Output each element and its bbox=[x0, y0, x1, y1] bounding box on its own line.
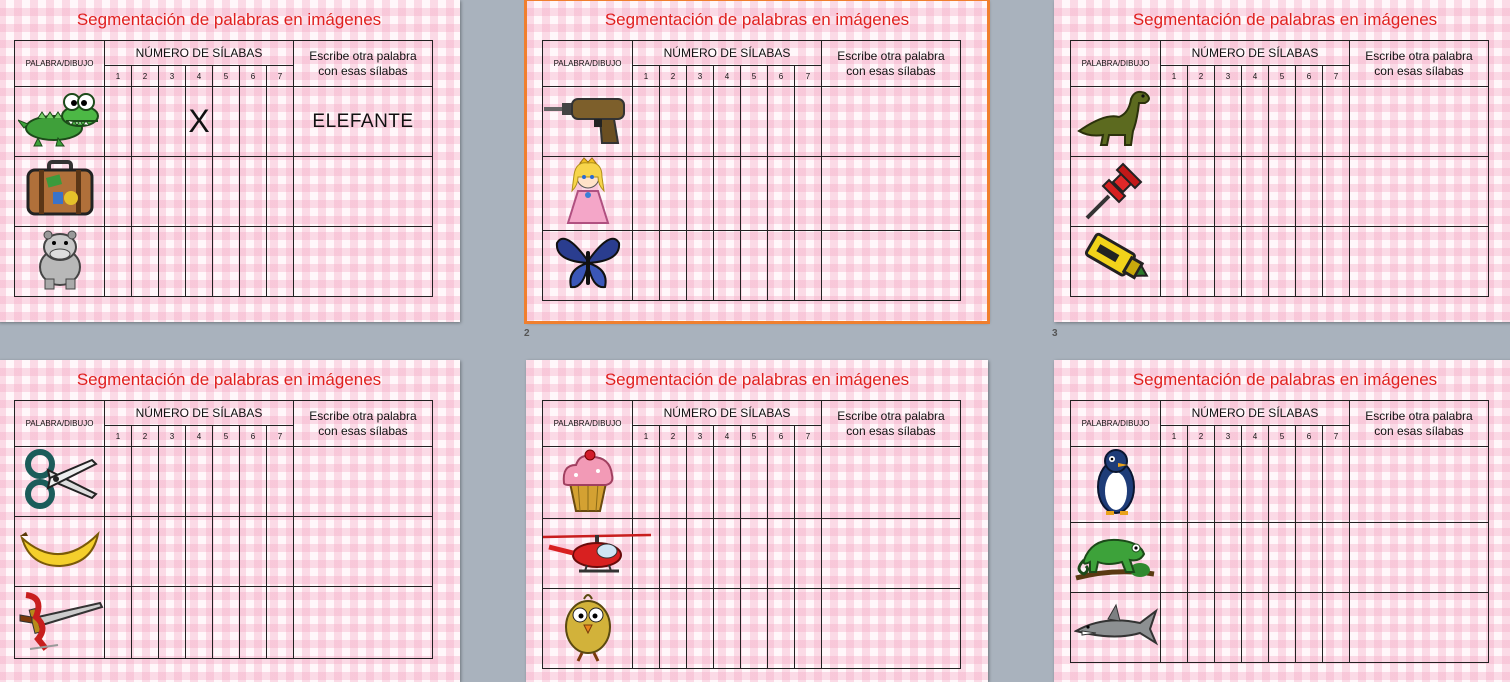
write-word-cell[interactable] bbox=[294, 517, 433, 587]
syllable-cell[interactable] bbox=[633, 87, 660, 157]
syllable-cell[interactable] bbox=[1188, 593, 1215, 663]
picture-cell bbox=[543, 231, 633, 301]
princess-icon bbox=[543, 157, 632, 230]
header-palabra-dibujo: PALABRA/DIBUJO bbox=[543, 401, 633, 447]
slide-title: Segmentación de palabras en imágenes bbox=[1132, 370, 1438, 389]
banana-icon bbox=[15, 526, 104, 577]
table-row bbox=[1071, 447, 1489, 523]
helicopter-icon bbox=[543, 525, 632, 582]
syllable-cell[interactable] bbox=[213, 157, 240, 227]
header-escribe-line-1: Escribe otra palabra bbox=[309, 408, 417, 423]
syllable-cell[interactable] bbox=[159, 227, 186, 297]
table-row bbox=[1071, 87, 1489, 157]
dinosaur-icon bbox=[1071, 87, 1160, 156]
syllable-cell[interactable] bbox=[687, 157, 714, 231]
header-palabra-dibujo: PALABRA/DIBUJO bbox=[1071, 41, 1161, 87]
syllable-cell[interactable] bbox=[633, 589, 660, 669]
syllable-cell[interactable] bbox=[1269, 87, 1296, 157]
syllable-number-1: 1 bbox=[1161, 66, 1188, 87]
syllable-cell[interactable] bbox=[1161, 227, 1188, 297]
slide-title: Segmentación de palabras en imágenes bbox=[604, 10, 910, 29]
syllable-cell[interactable] bbox=[714, 589, 741, 669]
header-escribe-otra-palabra bbox=[822, 401, 961, 447]
syllable-cell[interactable] bbox=[213, 87, 240, 157]
picture-cell bbox=[1071, 523, 1161, 593]
header-escribe-line-2: con esas sílabas bbox=[846, 63, 936, 78]
shark-icon bbox=[1071, 603, 1160, 652]
syllable-cell[interactable] bbox=[213, 587, 240, 659]
syllable-number-1: 1 bbox=[633, 66, 660, 87]
syllable-number-6: 6 bbox=[768, 66, 795, 87]
picture-cell bbox=[1071, 157, 1161, 227]
syllable-cell[interactable] bbox=[1215, 227, 1242, 297]
syllable-cell[interactable] bbox=[768, 589, 795, 669]
syllable-cell[interactable] bbox=[105, 157, 132, 227]
syllable-cell[interactable] bbox=[1161, 523, 1188, 593]
syllable-number-5: 5 bbox=[1269, 426, 1296, 447]
syllable-cell[interactable] bbox=[159, 517, 186, 587]
syllable-cell[interactable] bbox=[633, 157, 660, 231]
syllable-cell[interactable] bbox=[186, 447, 213, 517]
syllable-number-3: 3 bbox=[159, 426, 186, 447]
syllable-cell[interactable] bbox=[159, 587, 186, 659]
table-row bbox=[543, 519, 961, 589]
pushpin-icon bbox=[1071, 158, 1160, 225]
syllable-cell[interactable] bbox=[240, 587, 267, 659]
syllable-cell[interactable] bbox=[768, 87, 795, 157]
table-row bbox=[15, 227, 433, 297]
syllable-number-7: 7 bbox=[795, 66, 822, 87]
syllable-cell[interactable] bbox=[1215, 447, 1242, 523]
syllable-cell[interactable] bbox=[795, 87, 822, 157]
syllable-cell[interactable] bbox=[132, 447, 159, 517]
header-escribe-line-1: Escribe otra palabra bbox=[837, 408, 945, 423]
syllable-number-6: 6 bbox=[1296, 426, 1323, 447]
table-row bbox=[1071, 593, 1489, 663]
write-word-cell[interactable] bbox=[294, 227, 433, 297]
chick-icon bbox=[543, 589, 632, 668]
syllable-number-4: 4 bbox=[186, 66, 213, 87]
write-word-cell[interactable] bbox=[294, 157, 433, 227]
table-row bbox=[543, 447, 961, 519]
syllable-cell[interactable] bbox=[660, 589, 687, 669]
slide-thumbnail-3[interactable] bbox=[1054, 0, 1510, 322]
picture-cell bbox=[1071, 447, 1161, 523]
syllable-cell[interactable] bbox=[267, 157, 294, 227]
slide-thumbnail-5[interactable] bbox=[526, 360, 988, 682]
syllable-cell[interactable] bbox=[714, 447, 741, 519]
syllable-cell[interactable] bbox=[1188, 87, 1215, 157]
header-escribe-line-1: Escribe otra palabra bbox=[1365, 48, 1473, 63]
syllable-cell[interactable] bbox=[1242, 523, 1269, 593]
write-word-cell[interactable] bbox=[1350, 227, 1489, 297]
syllable-cell[interactable] bbox=[1242, 87, 1269, 157]
syllable-cell[interactable] bbox=[1188, 227, 1215, 297]
syllable-cell[interactable] bbox=[660, 447, 687, 519]
syllable-cell[interactable] bbox=[105, 447, 132, 517]
butterfly-icon bbox=[543, 233, 632, 298]
table-row bbox=[543, 589, 961, 669]
syllable-cell[interactable] bbox=[660, 157, 687, 231]
write-word-cell[interactable] bbox=[822, 589, 961, 669]
header-numero-silabas: NÚMERO DE SÍLABAS bbox=[1161, 401, 1350, 426]
chameleon-icon bbox=[1071, 526, 1160, 589]
syllable-cell[interactable] bbox=[267, 447, 294, 517]
header-escribe-otra-palabra bbox=[294, 401, 433, 447]
syllable-cell[interactable] bbox=[633, 231, 660, 301]
syllable-cell[interactable] bbox=[267, 517, 294, 587]
syllable-cell[interactable] bbox=[1269, 593, 1296, 663]
syllable-cell[interactable] bbox=[741, 87, 768, 157]
syllable-cell[interactable] bbox=[105, 517, 132, 587]
syllable-cell[interactable] bbox=[1242, 447, 1269, 523]
header-escribe-otra-palabra bbox=[1350, 401, 1489, 447]
syllable-number-4: 4 bbox=[1242, 66, 1269, 87]
syllable-cell[interactable] bbox=[1323, 157, 1350, 227]
write-word-cell[interactable] bbox=[822, 157, 961, 231]
picture-cell bbox=[543, 447, 633, 519]
syllable-cell[interactable] bbox=[714, 231, 741, 301]
syllable-number-2: 2 bbox=[132, 66, 159, 87]
syllable-cell[interactable] bbox=[1323, 523, 1350, 593]
syllable-cell[interactable] bbox=[1242, 593, 1269, 663]
syllable-cell[interactable] bbox=[159, 157, 186, 227]
write-word-cell[interactable] bbox=[1350, 157, 1489, 227]
syllable-cell[interactable] bbox=[795, 519, 822, 589]
header-numero-silabas: NÚMERO DE SÍLABAS bbox=[105, 401, 294, 426]
slide-number-3: 3 bbox=[1052, 328, 1058, 339]
syllable-number-1: 1 bbox=[1161, 426, 1188, 447]
syllable-mark: X bbox=[188, 103, 210, 139]
syllable-cell[interactable] bbox=[1215, 87, 1242, 157]
drill-icon bbox=[543, 93, 632, 150]
syllable-cell[interactable] bbox=[1296, 87, 1323, 157]
suitcase-icon bbox=[15, 160, 104, 223]
syllable-cell[interactable] bbox=[186, 227, 213, 297]
syllable-cell[interactable] bbox=[132, 517, 159, 587]
syllable-cell[interactable] bbox=[768, 231, 795, 301]
syllable-cell[interactable] bbox=[633, 447, 660, 519]
syllable-cell[interactable] bbox=[1242, 157, 1269, 227]
picture-cell bbox=[543, 519, 633, 589]
syllable-number-3: 3 bbox=[1215, 426, 1242, 447]
syllable-cell[interactable] bbox=[768, 157, 795, 231]
syllable-number-5: 5 bbox=[213, 426, 240, 447]
syllable-cell[interactable] bbox=[132, 227, 159, 297]
syllable-number-2: 2 bbox=[132, 426, 159, 447]
example-word: ELEFANTE bbox=[312, 110, 414, 132]
picture-cell bbox=[1071, 227, 1161, 297]
table-row bbox=[543, 87, 961, 157]
syllable-number-6: 6 bbox=[1296, 66, 1323, 87]
syllable-cell[interactable] bbox=[186, 517, 213, 587]
syllable-table bbox=[542, 40, 961, 301]
syllable-cell[interactable] bbox=[660, 519, 687, 589]
picture-cell bbox=[15, 517, 105, 587]
syllable-cell[interactable] bbox=[795, 157, 822, 231]
syllable-cell[interactable] bbox=[1188, 523, 1215, 593]
picture-cell bbox=[543, 87, 633, 157]
syllable-cell[interactable] bbox=[795, 447, 822, 519]
syllable-cell[interactable] bbox=[1296, 523, 1323, 593]
syllable-cell[interactable] bbox=[105, 87, 132, 157]
syllable-cell[interactable] bbox=[186, 587, 213, 659]
syllable-number-5: 5 bbox=[1269, 66, 1296, 87]
slide-number-2: 2 bbox=[524, 328, 530, 339]
picture-cell bbox=[15, 587, 105, 659]
syllable-number-4: 4 bbox=[714, 66, 741, 87]
syllable-cell[interactable] bbox=[687, 447, 714, 519]
syllable-cell[interactable] bbox=[267, 587, 294, 659]
header-escribe-line-1: Escribe otra palabra bbox=[1365, 408, 1473, 423]
syllable-cell[interactable] bbox=[741, 519, 768, 589]
syllable-cell[interactable] bbox=[741, 447, 768, 519]
table-row bbox=[1071, 157, 1489, 227]
syllable-number-7: 7 bbox=[1323, 426, 1350, 447]
syllable-cell[interactable] bbox=[1188, 447, 1215, 523]
syllable-number-5: 5 bbox=[741, 66, 768, 87]
table-row bbox=[543, 157, 961, 231]
syllable-cell[interactable] bbox=[741, 589, 768, 669]
slide-title: Segmentación de palabras en imágenes bbox=[1132, 10, 1438, 29]
syllable-cell[interactable] bbox=[105, 587, 132, 659]
syllable-cell[interactable] bbox=[1323, 593, 1350, 663]
write-word-cell[interactable] bbox=[294, 87, 433, 157]
syllable-cell[interactable] bbox=[1188, 157, 1215, 227]
syllable-cell[interactable] bbox=[1215, 523, 1242, 593]
syllable-cell[interactable] bbox=[1161, 87, 1188, 157]
syllable-cell[interactable] bbox=[714, 87, 741, 157]
syllable-number-7: 7 bbox=[1323, 66, 1350, 87]
picture-cell bbox=[15, 157, 105, 227]
picture-cell bbox=[15, 447, 105, 517]
syllable-cell[interactable] bbox=[1215, 157, 1242, 227]
syllable-number-3: 3 bbox=[1215, 66, 1242, 87]
header-escribe-line-2: con esas sílabas bbox=[846, 423, 936, 438]
hippo-icon bbox=[15, 227, 104, 296]
syllable-cell[interactable] bbox=[1296, 447, 1323, 523]
syllable-number-7: 7 bbox=[795, 426, 822, 447]
header-escribe-otra-palabra bbox=[294, 41, 433, 87]
table-row bbox=[15, 157, 433, 227]
syllable-cell[interactable] bbox=[240, 157, 267, 227]
syllable-cell[interactable] bbox=[1161, 593, 1188, 663]
table-row bbox=[543, 231, 961, 301]
syllable-number-3: 3 bbox=[159, 66, 186, 87]
syllable-cell[interactable] bbox=[1242, 227, 1269, 297]
syllable-cell[interactable] bbox=[741, 231, 768, 301]
picture-cell bbox=[1071, 593, 1161, 663]
syllable-cell[interactable] bbox=[687, 231, 714, 301]
syllable-cell[interactable] bbox=[1161, 447, 1188, 523]
penguin-icon bbox=[1071, 447, 1160, 522]
syllable-cell[interactable] bbox=[1323, 87, 1350, 157]
syllable-cell[interactable] bbox=[132, 157, 159, 227]
write-word-cell[interactable] bbox=[1350, 523, 1489, 593]
syllable-cell[interactable] bbox=[795, 589, 822, 669]
syllable-cell[interactable] bbox=[660, 87, 687, 157]
syllable-cell[interactable] bbox=[768, 519, 795, 589]
write-word-cell[interactable] bbox=[822, 231, 961, 301]
header-numero-silabas: NÚMERO DE SÍLABAS bbox=[105, 41, 294, 66]
header-palabra-dibujo: PALABRA/DIBUJO bbox=[15, 41, 105, 87]
syllable-cell[interactable] bbox=[660, 231, 687, 301]
syllable-cell[interactable] bbox=[714, 519, 741, 589]
picture-cell bbox=[15, 87, 105, 157]
syllable-number-2: 2 bbox=[660, 66, 687, 87]
syllable-cell[interactable] bbox=[1296, 157, 1323, 227]
syllable-number-5: 5 bbox=[741, 426, 768, 447]
syllable-number-6: 6 bbox=[768, 426, 795, 447]
header-escribe-line-1: Escribe otra palabra bbox=[837, 48, 945, 63]
header-numero-silabas: NÚMERO DE SÍLABAS bbox=[1161, 41, 1350, 66]
syllable-cell[interactable] bbox=[132, 587, 159, 659]
header-palabra-dibujo: PALABRA/DIBUJO bbox=[15, 401, 105, 447]
syllable-number-1: 1 bbox=[633, 426, 660, 447]
syllable-cell[interactable] bbox=[1323, 447, 1350, 523]
table-row bbox=[1071, 523, 1489, 593]
table-row bbox=[15, 587, 433, 659]
slide-title: Segmentación de palabras en imágenes bbox=[604, 370, 910, 389]
syllable-cell[interactable] bbox=[213, 227, 240, 297]
syllable-cell[interactable] bbox=[159, 87, 186, 157]
picture-cell bbox=[1071, 87, 1161, 157]
slide-title: Segmentación de palabras en imágenes bbox=[76, 370, 382, 389]
syllable-number-4: 4 bbox=[1242, 426, 1269, 447]
header-escribe-otra-palabra bbox=[822, 41, 961, 87]
slide-thumbnail-4[interactable] bbox=[0, 360, 460, 682]
write-word-cell[interactable] bbox=[1350, 447, 1489, 523]
highlighter-icon bbox=[1071, 228, 1160, 295]
table-row bbox=[15, 517, 433, 587]
syllable-cell[interactable] bbox=[1296, 593, 1323, 663]
syllable-number-6: 6 bbox=[240, 66, 267, 87]
syllable-number-2: 2 bbox=[660, 426, 687, 447]
syllable-number-5: 5 bbox=[213, 66, 240, 87]
syllable-table bbox=[542, 400, 961, 669]
write-word-cell[interactable] bbox=[822, 87, 961, 157]
syllable-cell[interactable] bbox=[186, 157, 213, 227]
syllable-cell[interactable] bbox=[213, 447, 240, 517]
syllable-cell[interactable] bbox=[240, 447, 267, 517]
slide-thumbnail-2[interactable] bbox=[526, 0, 988, 322]
header-escribe-line-1: Escribe otra palabra bbox=[309, 48, 417, 63]
write-word-cell[interactable] bbox=[1350, 593, 1489, 663]
header-escribe-line-2: con esas sílabas bbox=[1374, 63, 1464, 78]
syllable-number-1: 1 bbox=[105, 66, 132, 87]
syllable-cell[interactable] bbox=[105, 227, 132, 297]
syllable-number-7: 7 bbox=[267, 66, 294, 87]
syllable-cell[interactable] bbox=[267, 87, 294, 157]
syllable-cell[interactable] bbox=[714, 157, 741, 231]
write-word-cell[interactable] bbox=[294, 587, 433, 659]
header-palabra-dibujo: PALABRA/DIBUJO bbox=[1071, 401, 1161, 447]
syllable-cell[interactable] bbox=[687, 589, 714, 669]
syllable-cell[interactable] bbox=[687, 87, 714, 157]
syllable-cell[interactable] bbox=[1323, 227, 1350, 297]
syllable-cell[interactable] bbox=[1296, 227, 1323, 297]
syllable-cell[interactable] bbox=[1269, 447, 1296, 523]
table-row bbox=[15, 447, 433, 517]
picture-cell bbox=[543, 157, 633, 231]
syllable-number-2: 2 bbox=[1188, 66, 1215, 87]
header-escribe-line-2: con esas sílabas bbox=[318, 423, 408, 438]
syllable-number-2: 2 bbox=[1188, 426, 1215, 447]
syllable-cell[interactable] bbox=[132, 87, 159, 157]
syllable-table bbox=[14, 400, 433, 659]
slide-thumbnail-6[interactable] bbox=[1054, 360, 1510, 682]
syllable-number-7: 7 bbox=[267, 426, 294, 447]
syllable-cell[interactable] bbox=[687, 519, 714, 589]
syllable-cell[interactable] bbox=[267, 227, 294, 297]
write-word-cell[interactable] bbox=[822, 519, 961, 589]
syllable-cell[interactable] bbox=[1161, 157, 1188, 227]
picture-cell bbox=[543, 589, 633, 669]
scissors-icon bbox=[15, 448, 104, 515]
syllable-table bbox=[1070, 400, 1489, 663]
table-row bbox=[15, 87, 433, 157]
header-escribe-line-2: con esas sílabas bbox=[1374, 423, 1464, 438]
syllable-number-4: 4 bbox=[714, 426, 741, 447]
syllable-cell[interactable] bbox=[1269, 157, 1296, 227]
syllable-cell[interactable] bbox=[795, 231, 822, 301]
write-word-cell[interactable] bbox=[822, 447, 961, 519]
syllable-cell[interactable] bbox=[1215, 593, 1242, 663]
crocodile-icon bbox=[15, 88, 104, 155]
syllable-cell[interactable] bbox=[1269, 523, 1296, 593]
table-row bbox=[1071, 227, 1489, 297]
write-word-cell[interactable] bbox=[294, 447, 433, 517]
header-numero-silabas: NÚMERO DE SÍLABAS bbox=[633, 401, 822, 426]
syllable-number-3: 3 bbox=[687, 66, 714, 87]
syllable-number-4: 4 bbox=[186, 426, 213, 447]
syllable-table bbox=[1070, 40, 1489, 297]
syllable-cell[interactable] bbox=[186, 87, 213, 157]
syllable-cell[interactable] bbox=[768, 447, 795, 519]
syllable-table bbox=[14, 40, 433, 297]
header-escribe-otra-palabra bbox=[1350, 41, 1489, 87]
slide-title: Segmentación de palabras en imágenes bbox=[76, 10, 382, 29]
syllable-cell[interactable] bbox=[213, 517, 240, 587]
syllable-cell[interactable] bbox=[1269, 227, 1296, 297]
syllable-cell[interactable] bbox=[240, 87, 267, 157]
cupcake-icon bbox=[543, 447, 632, 518]
syllable-number-1: 1 bbox=[105, 426, 132, 447]
syllable-number-6: 6 bbox=[240, 426, 267, 447]
syllable-cell[interactable] bbox=[741, 157, 768, 231]
syllable-cell[interactable] bbox=[159, 447, 186, 517]
header-escribe-line-2: con esas sílabas bbox=[318, 63, 408, 78]
write-word-cell[interactable] bbox=[1350, 87, 1489, 157]
sword-icon bbox=[15, 587, 104, 658]
syllable-cell[interactable] bbox=[240, 227, 267, 297]
header-palabra-dibujo: PALABRA/DIBUJO bbox=[543, 41, 633, 87]
header-numero-silabas: NÚMERO DE SÍLABAS bbox=[633, 41, 822, 66]
syllable-cell[interactable] bbox=[240, 517, 267, 587]
picture-cell bbox=[15, 227, 105, 297]
syllable-number-3: 3 bbox=[687, 426, 714, 447]
slide-thumbnail-1[interactable] bbox=[0, 0, 460, 322]
